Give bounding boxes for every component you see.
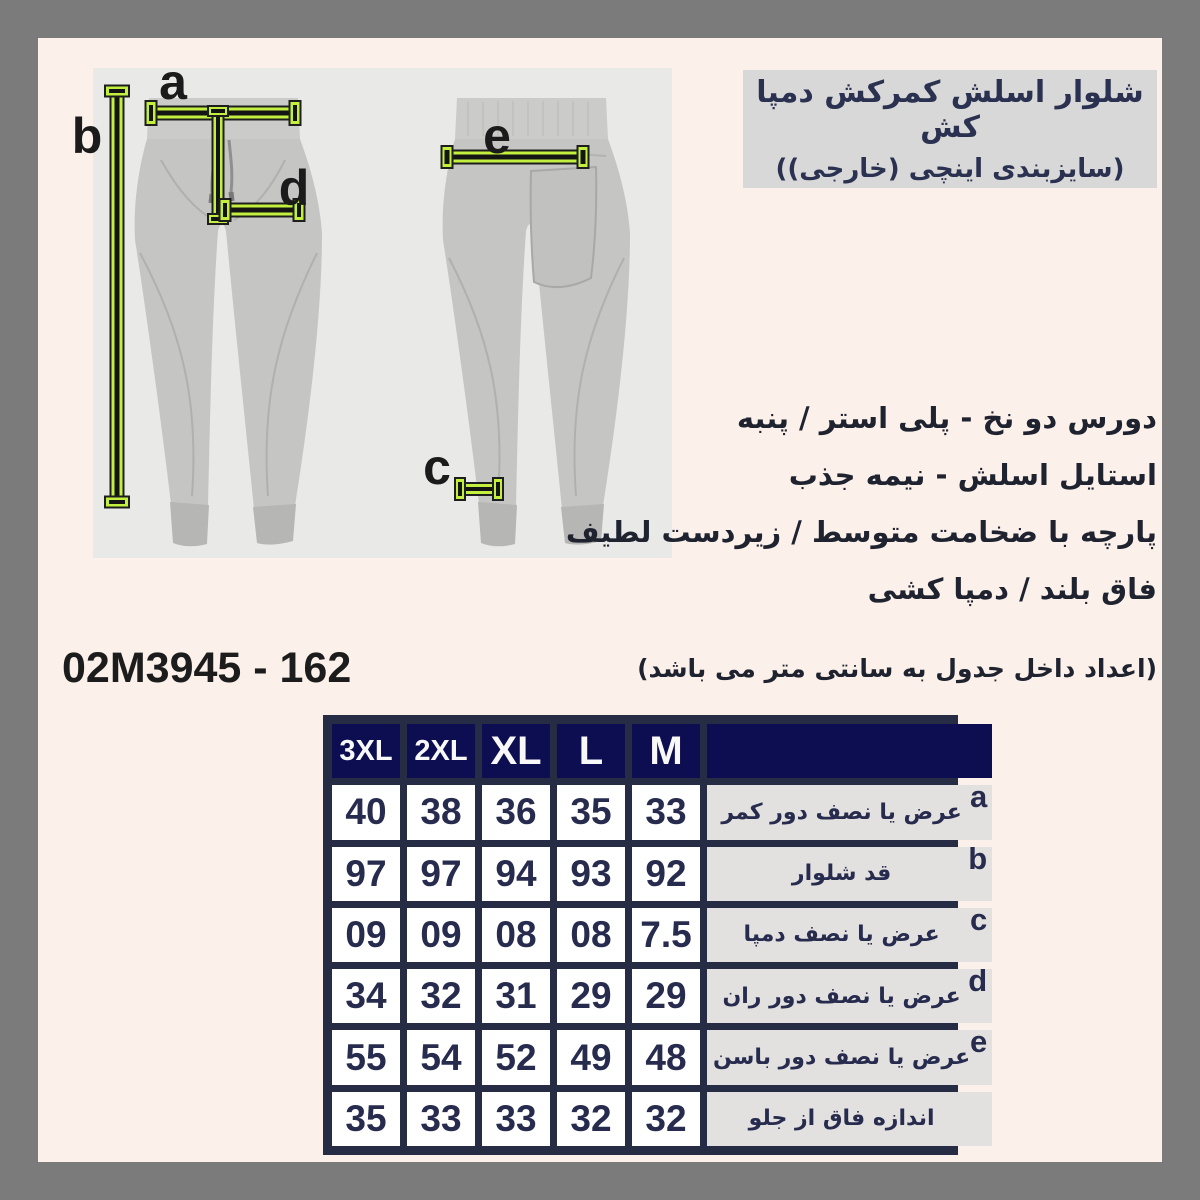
table-cell: 08 bbox=[482, 908, 550, 962]
product-specs bbox=[566, 401, 1157, 606]
table-cell: 55 bbox=[332, 1030, 400, 1084]
measure-line-b bbox=[104, 88, 130, 505]
spec-line-rise: فاق بلند / دمپا کشی bbox=[867, 572, 1157, 606]
row-letter: a bbox=[969, 779, 988, 815]
row-label-text: اندازه فاق از جلو bbox=[748, 1106, 935, 1132]
size-column-header-m: M bbox=[632, 724, 700, 778]
table-cell: 33 bbox=[482, 1092, 550, 1146]
table-cell: 38 bbox=[407, 785, 475, 839]
table-cell: 35 bbox=[557, 785, 625, 839]
table-cell: 33 bbox=[407, 1092, 475, 1146]
table-cell: 31 bbox=[482, 969, 550, 1023]
table-cell: 93 bbox=[557, 847, 625, 901]
measure-letter-d: d bbox=[278, 160, 310, 216]
table-cell: 34 bbox=[332, 969, 400, 1023]
spec-line-style: استایل اسلش - نیمه جذب bbox=[788, 458, 1157, 492]
size-column-header-xl: XL bbox=[482, 724, 550, 778]
table-cell: 52 bbox=[482, 1030, 550, 1084]
size-column-header-3xl: 3XL bbox=[332, 724, 400, 778]
row-label-length bbox=[707, 840, 992, 901]
table-cell: 32 bbox=[557, 1092, 625, 1146]
row-label-text: عرض یا نصف دور ران bbox=[722, 983, 961, 1009]
row-letter: e bbox=[969, 1024, 988, 1060]
table-cell: 32 bbox=[632, 1092, 700, 1146]
size-table-header-label-cell bbox=[707, 724, 992, 778]
product-title-subtitle: (سایزبندی اینچی (خارجی)) bbox=[775, 153, 1125, 184]
row-letter: b bbox=[968, 840, 988, 876]
table-cell: 09 bbox=[407, 908, 475, 962]
row-letter: c bbox=[969, 901, 988, 937]
measure-letter-b: b bbox=[71, 108, 103, 164]
table-cell: 54 bbox=[407, 1030, 475, 1084]
size-column-header-l: L bbox=[557, 724, 625, 778]
size-table bbox=[323, 715, 988, 1155]
table-cell: 08 bbox=[557, 908, 625, 962]
table-cell: 29 bbox=[557, 969, 625, 1023]
measure-letter-a: a bbox=[159, 54, 187, 110]
row-label-front-rise bbox=[707, 1092, 992, 1146]
table-cell: 09 bbox=[332, 908, 400, 962]
row-label-text: عرض یا نصف دور کمر bbox=[721, 799, 962, 825]
product-title-box bbox=[743, 70, 1157, 188]
row-label-text: قد شلوار bbox=[791, 861, 892, 887]
row-label-hem bbox=[707, 901, 992, 962]
table-cell: 29 bbox=[632, 969, 700, 1023]
table-cell: 36 bbox=[482, 785, 550, 839]
row-label-waist bbox=[707, 779, 992, 839]
measure-letter-e: e bbox=[483, 108, 511, 164]
table-cell: 32 bbox=[407, 969, 475, 1023]
table-cell: 40 bbox=[332, 785, 400, 839]
table-cell: 48 bbox=[632, 1030, 700, 1084]
row-label-thigh bbox=[707, 963, 992, 1023]
table-cell: 35 bbox=[332, 1092, 400, 1146]
table-cell: 7.5 bbox=[632, 908, 700, 962]
table-cell: 94 bbox=[482, 847, 550, 901]
spec-line-fabric: دورس دو نخ - پلی استر / پنبه bbox=[736, 401, 1157, 435]
spec-line-thickness: پارچه با ضخامت متوسط / زیردست لطیف bbox=[565, 515, 1157, 549]
table-cell: 49 bbox=[557, 1030, 625, 1084]
row-letter: d bbox=[968, 963, 988, 999]
back-pocket bbox=[531, 167, 597, 287]
row-label-text: عرض یا نصف دمپا bbox=[743, 922, 940, 948]
measure-letter-c: c bbox=[423, 439, 451, 495]
table-cell: 92 bbox=[632, 847, 700, 901]
row-label-hip bbox=[707, 1024, 992, 1084]
table-cell: 97 bbox=[407, 847, 475, 901]
row-label-text: عرض یا نصف دور باسن bbox=[713, 1045, 971, 1071]
product-title: شلوار اسلش کمرکش دمپا کش bbox=[756, 74, 1144, 145]
table-cell: 33 bbox=[632, 785, 700, 839]
product-code: 02M3945 - 162 bbox=[62, 644, 352, 692]
table-cell: 97 bbox=[332, 847, 400, 901]
table-unit-note: (اعداد داخل جدول به سانتی متر می باشد) bbox=[637, 654, 1157, 683]
size-column-header-2xl: 2XL bbox=[407, 724, 475, 778]
